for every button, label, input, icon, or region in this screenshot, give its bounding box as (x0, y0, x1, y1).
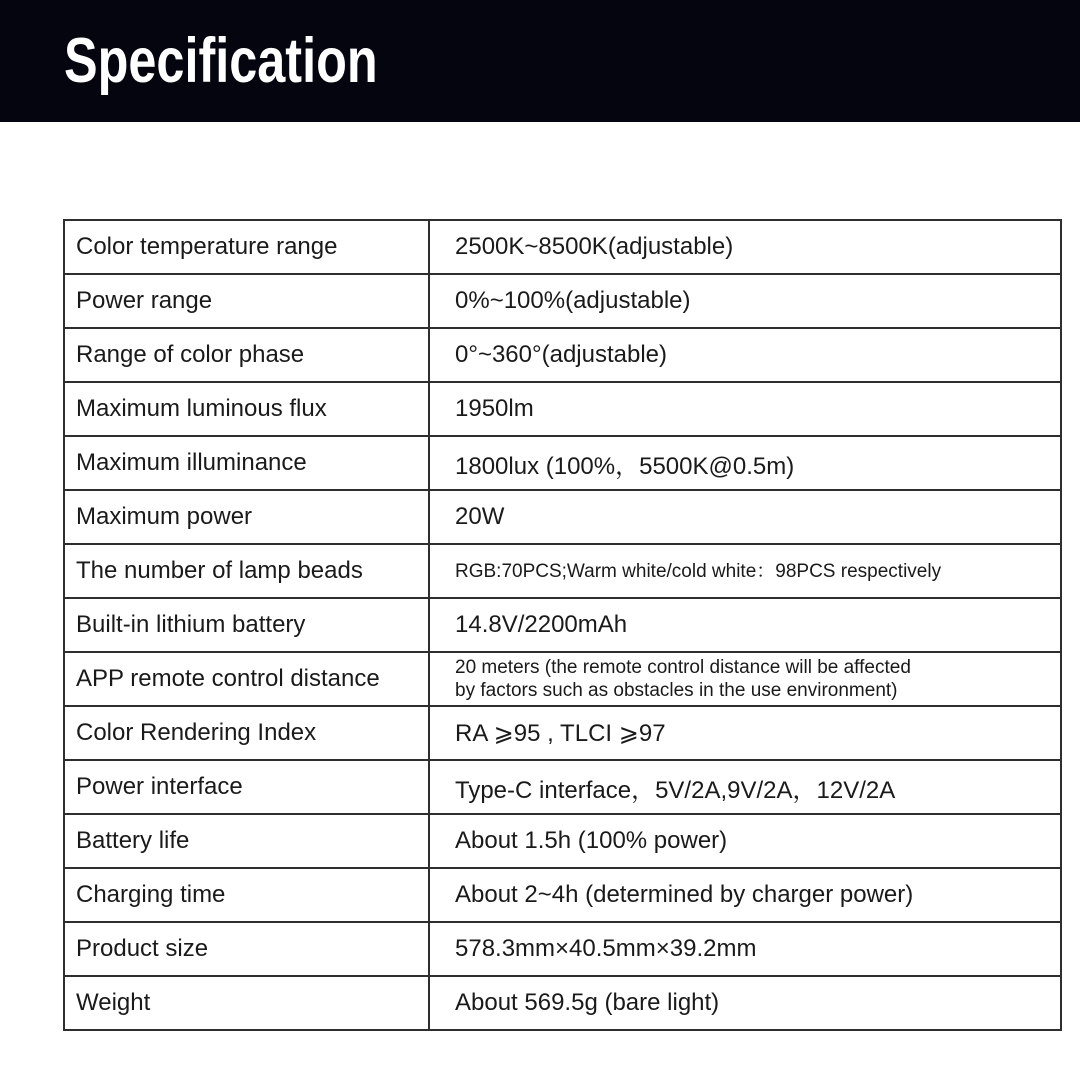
spec-value-cell: About 569.5g (bare light) (429, 976, 1061, 1030)
table-row (64, 436, 1061, 490)
table-row (64, 490, 1061, 544)
table-row (64, 598, 1061, 652)
spec-value-cell: RA ⩾95 , TLCI ⩾97 (429, 706, 1061, 760)
spec-value-cell: 578.3mm×40.5mm×39.2mm (429, 922, 1061, 976)
table-row (64, 652, 1061, 706)
spec-value-cell: 1950lm (429, 382, 1061, 436)
table-row (64, 976, 1061, 1030)
spec-value-cell: 0%~100%(adjustable) (429, 274, 1061, 328)
spec-label-cell: Color temperature range (64, 220, 429, 274)
spec-value-cell: 14.8V/2200mAh (429, 598, 1061, 652)
table-row (64, 760, 1061, 814)
table-row (64, 328, 1061, 382)
spec-label-cell: Maximum luminous flux (64, 382, 429, 436)
table-row (64, 382, 1061, 436)
spec-label-cell: Built-in lithium battery (64, 598, 429, 652)
spec-value-cell: 2500K~8500K(adjustable) (429, 220, 1061, 274)
spec-label-cell: The number of lamp beads (64, 544, 429, 598)
spec-label-cell: Maximum power (64, 490, 429, 544)
spec-label-cell: Charging time (64, 868, 429, 922)
spec-value-cell: 20 meters (the remote control distance will be affected by factors such as obstacles in the use environment) (429, 652, 1061, 706)
header-banner (0, 0, 1080, 122)
spec-value-cell: RGB:70PCS;Warm white/cold white：98PCS respectively (429, 544, 1061, 598)
spec-table-body (64, 220, 1061, 1030)
specification-table (63, 219, 1062, 1031)
spec-label-cell: Product size (64, 922, 429, 976)
page-title: Specification (64, 26, 378, 96)
spec-value-cell: 1800lux (100%，5500K@0.5m) (429, 436, 1061, 490)
spec-value-cell: 0°~360°(adjustable) (429, 328, 1061, 382)
table-row (64, 922, 1061, 976)
table-row (64, 274, 1061, 328)
table-row (64, 868, 1061, 922)
spec-value-cell: About 1.5h (100% power) (429, 814, 1061, 868)
spec-value-cell: About 2~4h (determined by charger power) (429, 868, 1061, 922)
spec-label-cell: Range of color phase (64, 328, 429, 382)
table-row (64, 706, 1061, 760)
spec-label-cell: APP remote control distance (64, 652, 429, 706)
spec-label-cell: Battery life (64, 814, 429, 868)
spec-label-cell: Maximum illuminance (64, 436, 429, 490)
table-row (64, 814, 1061, 868)
table-row (64, 544, 1061, 598)
spec-label-cell: Weight (64, 976, 429, 1030)
table-row (64, 220, 1061, 274)
spec-label-cell: Color Rendering Index (64, 706, 429, 760)
spec-value-cell: Type-C interface，5V/2A,9V/2A，12V/2A (429, 760, 1061, 814)
spec-label-cell: Power interface (64, 760, 429, 814)
spec-value-cell: 20W (429, 490, 1061, 544)
spec-label-cell: Power range (64, 274, 429, 328)
